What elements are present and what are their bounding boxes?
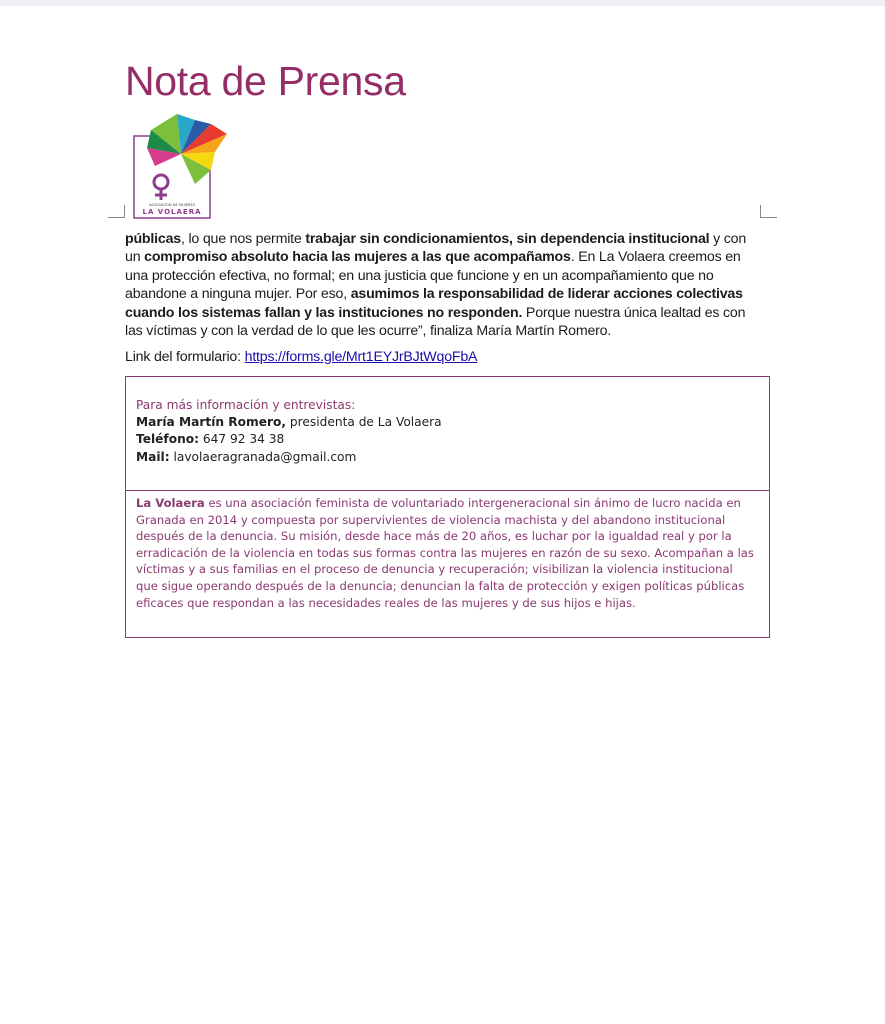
body-text: y con un [125, 231, 747, 266]
contact-role: presidenta de La Volaera [286, 415, 442, 430]
body-bold-text: trabajar sin condicionamientos, sin dependencia institucional [305, 231, 710, 247]
form-link[interactable]: https://forms.gle/Mrt1EYJrBJtWqoFbA [244, 349, 478, 365]
form-link-label: Link del formulario: [125, 349, 241, 365]
margin-corner-mark-right [760, 205, 777, 218]
about-organization [136, 495, 758, 611]
form-link-line [125, 348, 477, 366]
logo-org-line: ASOCIACIÓN DE MUJERES [148, 203, 196, 207]
page-title: Nota de Prensa [125, 58, 406, 104]
viewer-top-bar [0, 0, 885, 6]
body-bold-text: públicas [125, 231, 181, 247]
press-info-box [125, 376, 770, 638]
body-text: . En La Volaera creemos en una protección efectiva, no formal; en una justicia que funcione y en un acompañamiento que no abandone a ninguna mujer. Por eso, [125, 249, 741, 303]
mail-address: lavolaeragranada@gmail.com [169, 449, 357, 464]
phone-label: Teléfono: [136, 432, 200, 447]
pinwheel-logo-icon [133, 110, 229, 220]
contact-mail-line [136, 449, 442, 466]
about-text: es una asociación feminista de voluntariado intergeneracional sin ánimo de lucro nacida en Granada en 2014 y compuesta por supervivientes de violencia machista y del abandono institucional después de la denuncia. Su misión, desde hace más de 20 años, es luchar por la igualdad real y por la erradicación de la violencia en todas sus formas contra las mujeres en razón de su sexo. Acompañan a las víctimas y a sus familias en el proceso de denuncia y recuperación; visibilizan la violencia institucional que sigue operando después de la denuncia; denuncian la falta de protección y exigen políticas públicas eficaces que respondan a las necesidades reales de las mujeres y de sus hijos e hijas. [136, 496, 754, 610]
contact-name: María Martín Romero, [136, 415, 287, 430]
contact-phone-line [136, 431, 442, 448]
la-volaera-logo [133, 110, 229, 220]
body-text: Porque nuestra única lealtad es con las víctimas y con la verdad de lo que les ocurre”, finaliza María Martín Romero. [125, 304, 746, 340]
logo-name: LA VOLAERA [142, 208, 202, 216]
phone-number: 647 92 34 38 [199, 432, 285, 447]
contact-heading: Para más información y entrevistas: [136, 398, 356, 412]
margin-corner-mark-left [108, 205, 125, 218]
body-text: , lo que nos permite [180, 231, 306, 247]
contact-section [136, 397, 442, 466]
body-bold-text: asumimos la responsabilidad de liderar acciones colectivas cuando los sistemas fallan y las instituciones no responden. [125, 286, 743, 321]
body-bold-text: compromiso absoluto hacia las mujeres a las que acompañamos [144, 249, 571, 266]
body-paragraph [125, 230, 765, 340]
contact-person [136, 414, 442, 431]
about-org-name: La Volaera [136, 496, 205, 510]
box-divider [126, 490, 769, 491]
mail-label: Mail: [136, 449, 170, 464]
